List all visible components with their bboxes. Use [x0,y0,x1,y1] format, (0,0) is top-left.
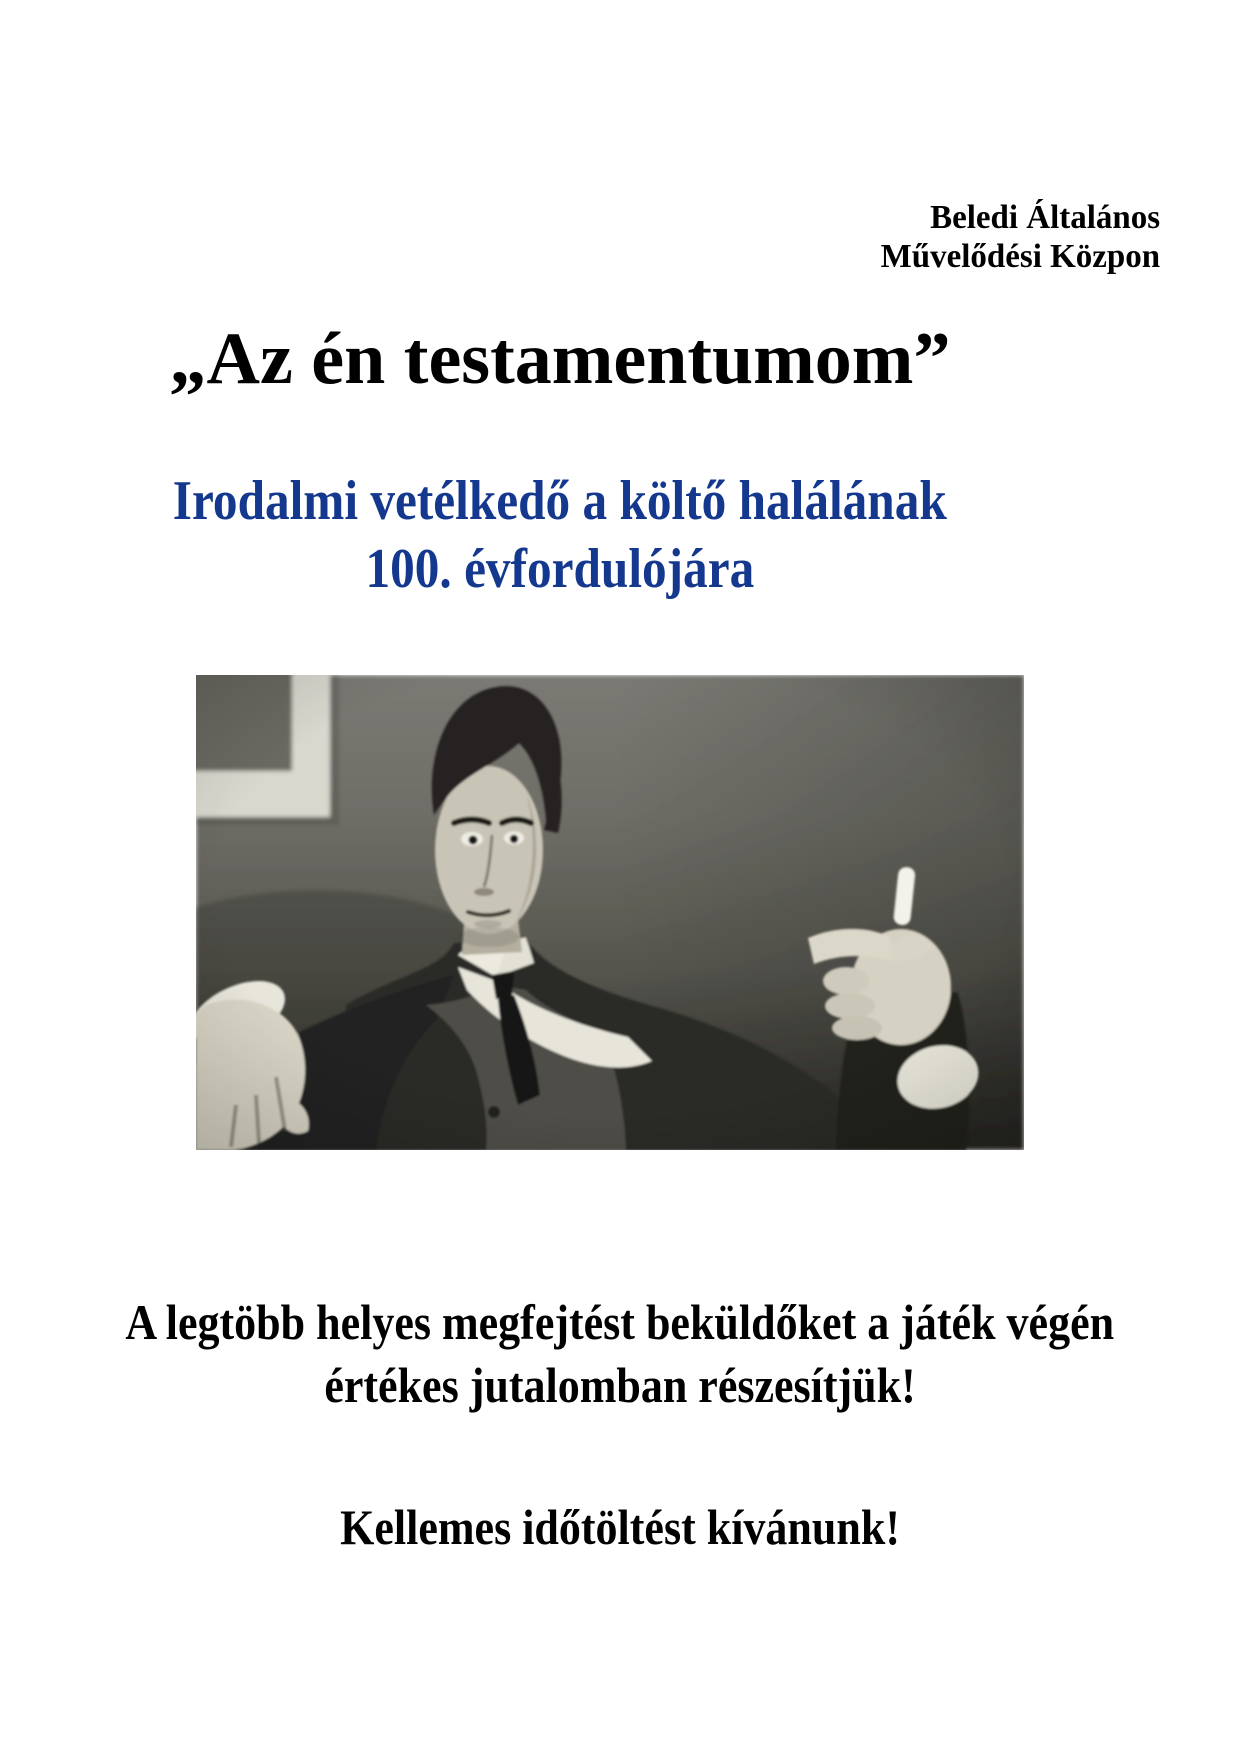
announcement-line-2: értékes jutalomban részesítjük! [324,1357,916,1413]
announcement-text [0,1291,1240,1417]
subtitle-line-1: Irodalmi vetélkedő a költő halálának [173,470,947,532]
announcement-line-1: A legtöbb helyes megfejtést beküldőket a játék végén [125,1294,1115,1350]
poet-portrait-illustration [196,675,1024,1150]
subtitle-line-2: 100. évfordulójára [365,538,755,600]
closing-text: Kellemes időtöltést kívánunk! [340,1499,900,1555]
subtitle [0,467,1120,603]
organization-name [872,198,1160,276]
photo-vignette [196,675,1024,1150]
poet-portrait-photo [196,675,1024,1150]
page-title: „Az én testamentumom” [169,318,951,400]
organization-line-1: Beledi Általános [930,199,1160,236]
organization-line-2: Művelődési Közpon [880,238,1160,275]
